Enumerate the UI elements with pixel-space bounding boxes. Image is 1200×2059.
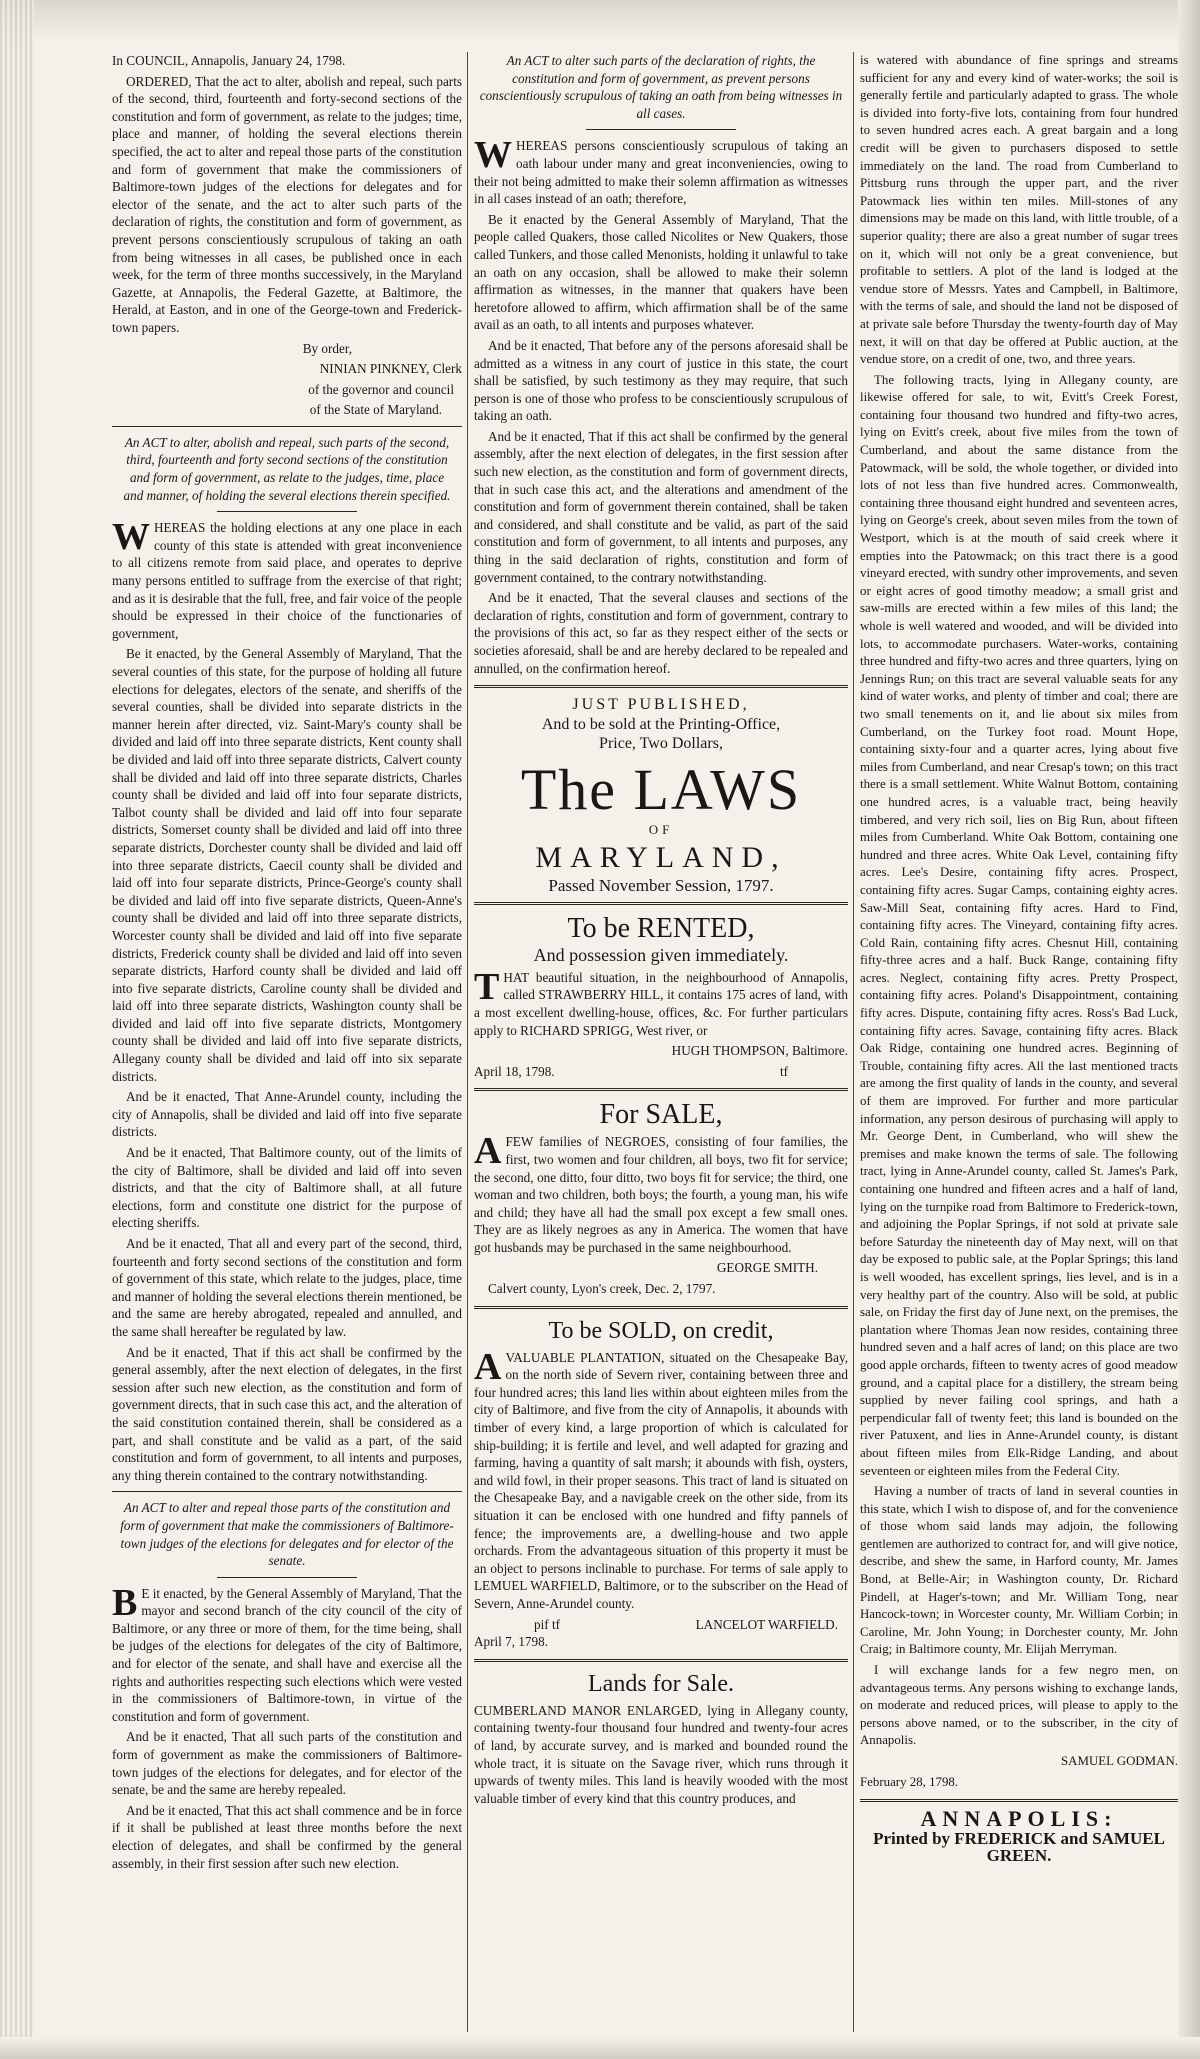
act1-section-5: And be it enacted, That if this act shall be confirmed by the general assembly, after the next election of delegates, in the first session after such new election, as the constitution and form of government directs, that in such case this act, and the alteration of the said constitution contained therein, shall be considered as a part, and shall constitute and be valid as a part, of the said constitution and form of government, to all intents and purposes, any thing therein contained to the contrary notwithstanding. [112,1344,462,1483]
by-order: By order, [302,340,352,356]
credit-ad-signer: LANCELOT WARFIELD. [695,1616,838,1632]
signer-title-1: of the governor and council [308,381,454,397]
laws-ad-session: Passed November Session, 1797. [548,875,774,895]
sale-advertisement [474,1099,848,1297]
imprint-printer: Printed by FREDERICK and SAMUEL GREEN. [873,1828,1165,1866]
act1-section-2: And be it enacted, That Anne-Arundel county, including the city of Annapolis, shall be divided and laid off into five separate districts. [112,1089,462,1140]
drop-cap: B [112,1581,138,1624]
lands-ad-date: February 28, 1798. [860,1774,959,1789]
divider [586,129,736,130]
act2-section-1-text: E it enacted, by the General Assembly of Maryland, That the mayor and second branch of the city council of the city of Baltimore, or any three or more of them, for the time being, shall be judges of the elections for delegates of the city of Baltimore, and for elector of the senate, and shall have and exercise all the rights and authorities respecting such elections which were vested in the commissioners of Baltimore-town, in virtue of the constitution and form of government. [112,1585,462,1724]
drop-cap: A [474,1130,502,1173]
divider [112,426,462,427]
lands-ad-tracts: The following tracts, lying in Allegany county, are likewise offered for sale, to wit, Evitt's Creek Forest, containing four thousand two hundred and fifty-two acres, lying on Evitt's creek, about five miles from the town of Cumberland, and about the same distance from the Patowmack, will be sold, the whole together, or divided into lots of not less than five hundred acres. Commonwealth, containing three thousand eight hundred and seventeen acres, lying on George's creek, about seven miles from the town of Westport, which is at the mouth of said creek where it empties into the Patowmack; on this tract there is a good vineyard erected, with sundry other improvements, and seven or eight acres of good timothy meadow; a small grist and saw-mills are erected within a few miles of this land; the whole is well watered and wooded, and will be divided into lots, to accommodate purchasers. Water-works, containing three hundred and fifty-two acres and three quarters, lying on Jennings Run; on this tract are several valuable seats for any kind of water works, and plenty of timber and coal; there are two small tenements on it, and lie about six miles from Cumberland, on the Turkey foot road. Mount Hope, containing sixty-four and a quarter acres, lying about five miles from Cumberland, and near Cresap's town; on this tract there is a small settlement. White Walnut Bottom, containing one hundred acres, is a valuable tract, being heavily timbered, and very rich soil, lies on Big Run, about fifteen miles from Cumberland. White Oak Bottom, containing one hundred and three acres. White Oak Level, containing fifty acres. Lee's Desire, containing fifty acres. Prospect, containing fifty acres. Sugar Camps, containing eighty acres. Saw-Mill Seat, containing fifty acres. Hard to Find, containing fifty acres. The Vineyard, containing fifty acres. Cold Rain, containing fifty acres. Chesnut Hill, containing fifty-three acres and a half. Buck Range, containing fifty acres. Neglect, containing fifty acres. Pretty Prospect, containing fifty acres. Poland's Disappointment, containing fifty acres. Dispute, containing fifty acres. Ross's Bad Luck, containing fifty acres. Savage, containing fifty acres. Black Oak Ridge, containing one hundred acres. Beginning of Trouble, containing fifty acres. All the last mentioned tracts are among the first quality of lands in the county, and several of them are improved. For further and more particular information, any person desirous of purchasing will apply to Mr. George Dent, in Cumberland, who will shew the premises and make known the terms of sale. The following tract, lying in Anne-Arundel county, called St. James's Park, containing one hundred and fifteen acres and a half of land, lying on the turnpike road from Baltimore to Frederick-town, and adjoining the Poplar Springs, if not sold at private sale before Saturday the nineteenth day of May next, will on that day be exposed to public sale, at the Poplar Springs; this land is well wooded, has excellent springs, lies level, and is in a very healthy part of the country. Also will be sold, at public sale, on Friday the first day of June next, on the premises, the plantation where Thomas Jean now resides, containing three hundred seven and a half acres of land; on this place are two good apple orchards, fifteen to twenty acres of good meadow ground, and a capital place for a distillery, the stream being supplied by never failing cool springs, and hath a perpendicular fall of twenty feet; this land is bounded on the river Patuxent, and lies in Anne-Arundel county, is distant about fifteen miles from Elk-Ridge Landing, and about seventeen or eighteen miles from the Federal City. [860,372,1178,1478]
credit-ad-date: April 7, 1798. [474,1634,548,1650]
rent-advertisement [474,913,848,1080]
lands-advertisement [474,1670,848,1808]
drop-cap: W [112,516,150,559]
page-edge-left [0,0,34,2059]
act3-preamble-text: HEREAS persons conscientiously scrupulous of taking an oath labour under many and great inconveniencies, owing to their not being admitted to make their solemn affirmation as witnesses in all cases instead of an oath; therefore, [474,138,848,207]
sale-ad-body-text: FEW families of NEGROES, consisting of four families, the first, two women and four children, all boys, two fit for service; the second, one ditto, four ditto, two boys fit for service; the third, one woman and two children, both boys; the fourth, a young man, his wife and child; they have all had the small pox except a few small ones. They are as likely negroes as any in America. The women that have got husbands may be purchased in the same neighbourhood. [474,1134,848,1255]
divider [474,685,848,688]
laws-ad-title: The LAWS [520,756,802,822]
credit-advertisement [474,1317,848,1651]
laws-ad-price: Price, Two Dollars, [599,735,723,753]
divider [860,1799,1178,1802]
column-divider-2 [853,52,854,2032]
drop-cap: T [474,965,500,1008]
divider [217,1577,357,1578]
act3-section-1: Be it enacted by the General Assembly of Maryland, That the people called Quakers, those called Nicolites or New Quakers, those called Tunkers, and those called Menonists, holding it unlawful to take an oath on any occasion, shall be allowed to make their solemn affirmation as witnesses, in the manner that quakers have been heretofore allowed to affirm, which affirmation shall be of the same avail as an oath, to all intents and purposes whatever. [474,211,848,333]
act2-section-1 [112,1581,462,1726]
rent-ad-body [474,965,848,1039]
credit-ad-body-text: VALUABLE PLANTATION, situated on the Chesapeake Bay, on the north side of Severn river, containing between three and four hundred acres; this land lies within about eighteen miles from the city of Baltimore, and five from the city of Annapolis, it abounds with timber of every kind, a large proportion of which is calculated for ship-building; it is fertile and level, and well adapted for grazing and farming, having a quantity of salt marsh; it abounds with fish, oysters, and wild fowl, in their proper seasons. This tract of land is situated on the Chesapeake Bay, and a navigable creek on the other side, from its situation it can be enclosed with one hundred and fifty pannels of fence; the improvements are, a dwelling-house and two apple orchards. From the advantageous situation of this property it must be an object to persons inclinable to purchase. For terms of sale apply to LEMUEL WARFIELD, Baltimore, or to the subscriber on the Head of Severn, Anne-Arundel county. [474,1349,848,1611]
laws-advertisement [474,696,848,894]
page-edge-right [1178,0,1200,2059]
rent-ad-signer: HUGH THOMPSON, Baltimore. [671,1043,848,1059]
credit-ad-heading: To be SOLD, on credit, [548,1317,774,1344]
act3-section-4: And be it enacted, That the several clauses and sections of the declaration of rights, constitution and form of government, contrary to the provisions of this act, so far as they respect either of the sects or societies aforesaid, shall be and are hereby declared to be repealed and annulled, on the confirmation hereof. [474,590,848,676]
column-2 [474,52,848,2042]
page-edge-top [0,0,1200,42]
act1-preamble [112,516,462,642]
drop-cap: A [474,1345,502,1388]
sale-ad-heading: For SALE, [599,1099,723,1131]
divider [474,1306,848,1309]
rent-ad-code: tf [779,1063,788,1079]
act1-section-4: And be it enacted, That all and every part of the second, third, fourteenth and forty second sections of the constitution and form of government of this state, which relate to the judges, place, time and manner of holding the several elections therein mentioned, be and the same are hereby abrogated, repealed and annulled, and the same shall hereafter be regulated by law. [112,1236,462,1339]
divider [474,1659,848,1662]
council-dateline: In COUNCIL, Annapolis, January 24, 1798. [112,53,346,68]
column-3 [860,52,1178,2042]
lands-ad-exchange: I will exchange lands for a few negro men, on advantageous terms. Any persons wishing to exchange lands, on moderate and reduced prices, will please to apply to the persons above named, or to the subscriber, in the city of Annapolis. [860,1663,1178,1748]
rent-ad-body-text: HAT beautiful situation, in the neighbourhood of Annapolis, called STRAWBERRY HILL, it contains 175 acres of land, with a most excellent dwelling-house, offices, &c. For further particulars apply to RICHARD SPRIGG, West river, or [474,969,848,1038]
signer-title-2: of the State of Maryland. [309,402,442,418]
act2-section-2: And be it enacted, That all such parts of the constitution and form of government as make the commissioners of Baltimore-town judges of the elections for delegates, and for elector of the senate, be and the same are hereby repealed. [112,1729,462,1798]
rent-ad-date: April 18, 1798. [474,1063,555,1079]
lands-ad-agents: Having a number of tracts of land in several counties in this state, which I wish to dispose of, and for the convenience of those whom said lands may adjoin, the following gentlemen are authorized to contract for, and will give notice, describe, and shew the same, in Harford county, Mr. James Bond, at Belle-Air; in Washington county, Dr. Richard Pindell, at Hager's-town; and Mr. William Tong, near Hancock-town; in Worcester county, Mr. William Corbin; in Caroline, Mr. John Young; in Dorchester county, Mr. John Craig; in Baltimore county, Mr. Elijah Merryman. [860,1484,1178,1657]
rent-ad-footer [474,1063,848,1081]
laws-ad-line-2: And to be sold at the Printing-Office, [541,715,781,733]
divider [474,1088,848,1091]
sale-ad-signer: GEORGE SMITH. [716,1260,818,1276]
drop-cap: W [474,134,512,177]
divider [474,902,848,905]
laws-ad-state: MARYLAND, [535,840,787,874]
act1-section-3: And be it enacted, That Baltimore county, out of the limits of the city of Baltimore, shall be divided and laid off into seven districts, and that the city of Baltimore shall, at all future elections, form and constitute one district for the purpose of electing sheriffs. [112,1145,462,1231]
credit-ad-signature-row [474,1616,848,1634]
laws-ad-line-1: JUST PUBLISHED, [572,696,750,714]
column-divider-1 [467,52,468,2032]
act3-section-3: And be it enacted, That if this act shall be confirmed by the general assembly, after the next election of delegates, in the first session after such new election, as the constitution and form of government directs, that in such case this act, and the alterations and amendment of the constitution and form of government therein contained, shall be taken and considered, and shall constitute and be valid, as part of the said constitution and form of government, to all intents and purposes, any thing in the said declaration of rights, constitution and form of government contained, to the contrary notwithstanding. [474,428,848,585]
act3-section-2: And be it enacted, That before any of the persons aforesaid shall be admitted as a witness in any court of justice in this state, the court shall be satisfied, by such testimony as they may require, that such person is one of those who profess to be conscientiously scrupulous of taking an oath. [474,337,848,424]
act1-preamble-text: HEREAS the holding elections at any one place in each county of this state is attended with great inconvenience to all citizens remote from said place, and operates to deprive many persons entitled to suffrage from the exercise of that right; and as it is desirable that the full, free, and fair voice of the people should be expressed in their choice of the functionaries of government, [112,520,462,641]
credit-ad-body [474,1345,848,1613]
council-order: ORDERED, That the act to alter, abolish and repeal, such parts of the second, third, fourteenth and forty-second sections of the constitution and form of government, as relate to the judges; time, place and manner, of holding the several elections therein specified, the act to alter and repeal those parts of the constitution and form of government that make the commissioners of Baltimore-town judges of the elections for delegates and for elector of the senate, and the act to alter such parts of the declaration of rights, the constitution and form of government, as prevent persons conscientiously scrupulous of taking an oath from being witnesses in all cases, be published once in each week, for the term of three months successively, in the Maryland Gazette, at Annapolis, the Federal Gazette, at Baltimore, the Herald, at Easton, and in one of the George-town and Frederick-town papers. [112,73,462,335]
act3-preamble [474,134,848,207]
credit-ad-code: pif tf [534,1616,561,1632]
imprint-city: ANNAPOLIS: [920,1806,1118,1832]
sale-ad-body [474,1130,848,1256]
signer-name: NINIAN PINKNEY, Clerk [319,361,462,377]
sale-ad-place-date: Calvert county, Lyon's creek, Dec. 2, 1797. [488,1281,716,1297]
rent-ad-heading: To be RENTED, [567,913,755,945]
lands-ad-continued: is watered with abundance of fine springs and streams sufficient for any and every kind of water-works; the soil is generally fertile and particularly adapted to grass. The whole is divided into forty-five lots, containing from four hundred to seven hundred acres each. A great bargain and a long credit will be given to purchasers disposed to settle immediately on the land. The road from Cumberland to Pittsburg runs through the upper part, and the river Patowmack lies within ten miles. Mill-stones of any dimensions may be made on this land, with little trouble, of a superior quality; there are also a great number of sugar trees on it, which will not only be a great convenience, but profitable to settlers. A plot of the land is lodged at the vendue store of Messrs. Yates and Campbell, in Baltimore, with the terms of sale, and should the land not be disposed of at private sale before Thursday the twenty-fourth day of May next, it will on that day be offered at Public auction, at the vendue store, on a credit of one, two, and three years. [860,53,1178,367]
rent-ad-subheading: And possession given immediately. [533,945,789,966]
divider [112,1491,462,1492]
lands-ad-signer: SAMUEL GODMAN. [1061,1754,1178,1768]
act3-title: An ACT to alter such parts of the declaration of rights, the constitution and form of government, as prevent persons conscientiously scrupulous of taking an oath from being witnesses in all cases. [479,53,843,121]
act1-title: An ACT to alter, abolish and repeal, such parts of the second, third, fourteenth and forty second sections of the constitution and form of government, as relate to the judges, time, place and manner, of holding the several elections therein specified. [123,434,451,503]
laws-ad-of: OF [648,821,674,837]
column-1 [112,52,462,2042]
divider [217,511,357,512]
act1-section-1: Be it enacted, by the General Assembly of Maryland, That the several counties of this state, for the purpose of holding all future elections for delegates, electors of the senate, and sheriffs of the several counties, shall be divided into separate districts in the manner herein after directed, viz. Saint-Mary's county shall be divided and laid off into three separate districts, Kent county shall be divided and laid off into three separate districts, Calvert county shall be divided and laid off into three separate districts, Charles county shall be divided and laid off into four separate districts, Talbot county shall be divided and laid off into four separate districts, Somerset county shall be divided and laid off into three separate districts, Dorchester county shall be divided and laid off into three separate districts, Caecil county shall be divided and laid off into four separate districts, Prince-George's county shall be divided and laid off into five separate districts, Queen-Anne's county shall be divided and laid off into three separate districts, Worcester county shall be divided and laid off into five separate districts, Frederick county shall be divided and laid off into seven separate districts, Harford county shall be divided and laid off into five separate districts, Caroline county shall be divided and laid off into three separate districts, Washington county shall be divided and laid off into five separate districts, Montgomery county shall be divided and laid off into five separate districts, Allegany county shall be divided and laid off into six separate districts. [112,646,462,1084]
act2-section-3: And be it enacted, That this act shall commence and be in force if it shall be published at least three months before the next election of delegates, and shall be confirmed by the general assembly, in their first session after such new election. [112,1802,462,1871]
lands-ad-heading: Lands for Sale. [588,1670,734,1697]
act2-title: An ACT to alter and repeal those parts of the constitution and form of government that make the commissioners of Baltimore-town judges of the elections for delegates and for elector of the senate. [120,1500,454,1569]
lands-ad-body: CUMBERLAND MANOR ENLARGED, lying in Allegany county, containing twenty-four thousand four hundred and twenty-four acres of land, by accurate survey, and is marked and bounded round the whole tract, it is situate on the Savage river, which runs through it upwards of twenty miles. This land is heavily wooded with the most valuable timber of every kind that this country produces, and [474,1702,848,1806]
